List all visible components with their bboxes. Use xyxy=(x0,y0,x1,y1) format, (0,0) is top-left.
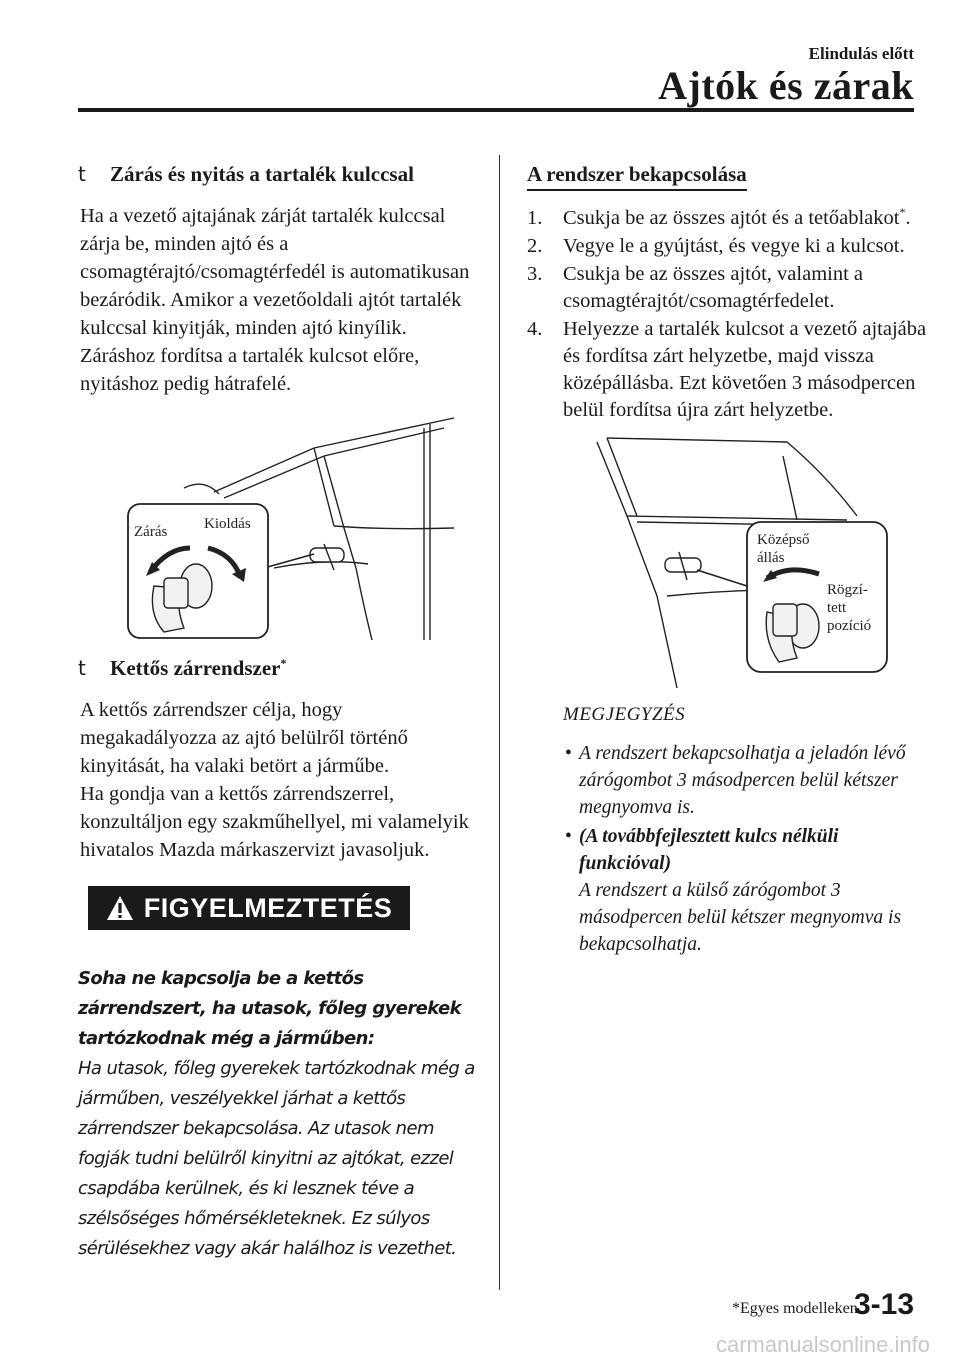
note-list xyxy=(563,740,927,958)
note-item xyxy=(563,823,927,958)
step-item xyxy=(527,261,927,315)
column-divider xyxy=(499,155,500,1290)
door-lock-illustration xyxy=(124,408,484,640)
activation-section-title: A rendszer bekapcsolása xyxy=(527,160,747,191)
note-title: MEGJEGYZÉS xyxy=(563,704,686,725)
warning-text xyxy=(78,964,478,1264)
spare-key-paragraph-2: Záráshoz fordítsa a tartalék kulcsot előre, nyitáshoz pedig hátrafelé. xyxy=(80,345,420,395)
note-item-text: A rendszert a külső zárógombot 3 másodpercen belül kétszer megnyomva is bekapcsolhatja. xyxy=(579,880,902,955)
step-text: Csukja be az összes ajtót, valamint a csomagtérajtót/csomagtérfedelet. xyxy=(563,263,864,312)
double-lock-heading-text: Kettős zárrendszer xyxy=(110,656,281,680)
footnote: *Egyes modelleken. xyxy=(732,1300,862,1317)
warning-banner xyxy=(88,886,410,930)
warning-body-text: Ha utasok, főleg gyerekek tartózkodnak még a járműben, veszélyekkel járhat a kettős zárrendszer bekapcsolása. Az utasok nem fogják tudni belülről kinyitni az ajtókat, ezzel csapdába kerülnek, és ki lesznek téve a szélsőséges hőmérsékleteknek. Ez súlyos sérülésekhez vagy akár halálhoz is vezethet. xyxy=(78,1058,475,1259)
locked-position-label-2: tett xyxy=(827,600,847,616)
right-column xyxy=(527,160,927,960)
spare-key-paragraph-1: Ha a vezető ajtajának zárját tartalék kulccsal zárja be, minden ajtó és a csomagtérajtó/csomagtérfedél is automatikusan bezáródik. Amikor a vezetőoldali ajtót tartalék kulccsal kinyitják, minden ajtó kinyílik. xyxy=(80,205,470,339)
double-lock-paragraph-1: A kettős zárrendszer célja, hogy megakadályozza az ajtó belülről történő kinyitását, ha valaki betört a járműbe. xyxy=(80,699,408,777)
step-number: 2. xyxy=(527,235,543,257)
spare-key-illustration xyxy=(124,408,484,640)
page-number: 3-13 xyxy=(853,1288,914,1321)
activation-steps xyxy=(527,205,927,424)
header-rule xyxy=(78,108,914,112)
page-title: Ajtók és zárak xyxy=(658,63,914,108)
bullet: • xyxy=(565,826,572,847)
step-text: Vegye le a gyújtást, és vegye ki a kulcsot. xyxy=(563,235,905,257)
header-section: Elindulás előtt xyxy=(808,44,914,63)
spare-key-heading-text: Zárás és nyitás a tartalék kulccsal xyxy=(110,162,414,186)
step-text: Helyezze a tartalék kulcsot a vezető ajtajába és fordítsa zárt helyzetbe, majd vissza középállásba. Ezt követően 3 másodpercen belül fordítsa újra zárt helyzetbe. xyxy=(563,318,927,421)
locked-position-label: Rögzí- xyxy=(827,582,868,598)
center-position-label-2: állás xyxy=(757,550,785,566)
double-lock-heading xyxy=(78,654,478,682)
watermark: carmanualsonline.info xyxy=(715,1332,930,1357)
activation-illustration xyxy=(567,436,933,688)
unlock-label: Kioldás xyxy=(204,516,251,532)
note-item-text: A rendszert bekapcsolhatja a jeladón lévő zárógombot 3 másodpercen belül kétszer megnyomva is. xyxy=(579,743,906,818)
step-item xyxy=(527,316,927,424)
warning-label: FIGYELMEZTETÉS xyxy=(143,892,393,923)
locked-position-label-3: pozíció xyxy=(827,618,872,634)
note-item xyxy=(563,740,927,821)
spare-key-text xyxy=(80,202,478,398)
model-asterisk: * xyxy=(899,205,906,220)
lock-label: Zárás xyxy=(134,524,168,540)
step-number: 4. xyxy=(527,318,543,340)
bullet: • xyxy=(565,743,572,764)
section-marker: t xyxy=(78,162,86,186)
double-lock-paragraph-2: Ha gondja van a kettős zárrendszerrel, konzultáljon egy szakműhellyel, mi valamelyik hivatalos Mazda márkaszervizt javasoljuk. xyxy=(80,783,469,861)
center-position-label: Középső xyxy=(757,532,810,548)
step-item xyxy=(527,205,927,232)
spare-key-heading xyxy=(78,160,478,188)
note-item-bold: (A továbbfejlesztett kulcs nélküli funkcióval) xyxy=(579,826,839,874)
warning-triangle-icon xyxy=(106,895,134,921)
door-lock-position-illustration xyxy=(567,436,933,688)
step-number: 3. xyxy=(527,263,543,285)
step-item xyxy=(527,233,927,260)
section-marker: t xyxy=(78,656,86,680)
step-number: 1. xyxy=(527,207,543,229)
double-lock-text xyxy=(80,696,478,864)
warning-bold-text: Soha ne kapcsolja be a kettős zárrendszert, ha utasok, főleg gyerekek tartózkodnak még a járműben: xyxy=(78,968,461,1049)
step-text: Csukja be az összes ajtót és a tetőablakot*. xyxy=(563,205,911,229)
left-column xyxy=(78,160,478,1264)
model-asterisk: * xyxy=(280,656,287,670)
